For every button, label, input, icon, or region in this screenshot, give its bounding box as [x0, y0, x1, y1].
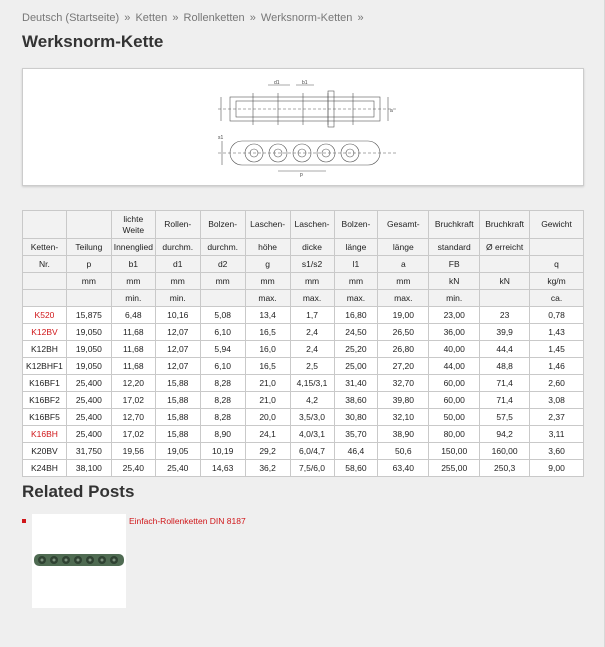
table-cell: 12,07 [155, 358, 200, 375]
chain-model-cell: K12BHF1 [23, 358, 67, 375]
table-row [23, 392, 584, 409]
table-cell: 94,2 [480, 426, 530, 443]
table-cell: 24,1 [245, 426, 290, 443]
table-cell: 5,08 [200, 307, 245, 324]
table-header-cell: kg/m [530, 273, 584, 290]
table-header-cell [530, 239, 584, 256]
table-cell: 39,9 [480, 324, 530, 341]
table-cell: 2,4 [290, 324, 334, 341]
table-row [23, 324, 584, 341]
table-cell: 19,00 [378, 307, 429, 324]
table-cell: 31,750 [66, 443, 111, 460]
table-header-cell: Bolzen- [334, 211, 378, 239]
table-cell: 40,00 [429, 341, 480, 358]
chain-model-link[interactable]: K12BV [23, 324, 67, 341]
related-post-link[interactable]: Einfach-Rollenketten DIN 8187 [129, 516, 246, 526]
table-cell: 2,5 [290, 358, 334, 375]
table-header-row [23, 239, 584, 256]
table-header-cell: dicke [290, 239, 334, 256]
table-row [23, 307, 584, 324]
table-cell: 35,70 [334, 426, 378, 443]
table-cell: 0,78 [530, 307, 584, 324]
table-header-cell: kN [480, 273, 530, 290]
table-cell: 38,60 [334, 392, 378, 409]
breadcrumb-item-home[interactable]: Deutsch (Startseite) [22, 12, 120, 24]
figure-label-b1: b1 [302, 80, 308, 86]
table-cell: 21,0 [245, 392, 290, 409]
roller-chain-icon [32, 514, 126, 608]
chain-technical-drawing [218, 79, 398, 177]
table-cell: 26,50 [378, 324, 429, 341]
table-cell: 29,2 [245, 443, 290, 460]
table-cell: 1,43 [530, 324, 584, 341]
table-cell: 3,08 [530, 392, 584, 409]
chain-model-link[interactable]: K16BH [23, 426, 67, 443]
table-header-cell: ca. [530, 290, 584, 307]
table-header-cell: mm [155, 273, 200, 290]
table-header-cell: mm [200, 273, 245, 290]
table-cell: 25,00 [334, 358, 378, 375]
table-cell: 19,56 [111, 443, 155, 460]
table-cell: 19,050 [66, 358, 111, 375]
page-title: Werksnorm-Kette [22, 32, 164, 51]
table-row [23, 358, 584, 375]
table-cell: 15,88 [155, 375, 200, 392]
table-header-cell: standard [429, 239, 480, 256]
table-cell: 3,11 [530, 426, 584, 443]
table-cell: 9,00 [530, 460, 584, 477]
table-header-cell: länge [334, 239, 378, 256]
table-cell: 80,00 [429, 426, 480, 443]
figure-label-a: a [390, 108, 393, 114]
chain-drawing-panel [22, 68, 584, 186]
table-cell: 2,60 [530, 375, 584, 392]
table-cell: 7,5/6,0 [290, 460, 334, 477]
table-cell: 48,8 [480, 358, 530, 375]
table-header-cell: q [530, 256, 584, 273]
chain-thumbnail[interactable] [32, 514, 126, 608]
chain-spec-table [22, 210, 584, 477]
table-header-cell: Laschen- [290, 211, 334, 239]
table-header-cell: Bolzen- [200, 211, 245, 239]
table-header-cell [66, 211, 111, 239]
table-cell: 8,28 [200, 375, 245, 392]
table-cell: 4,15/3,1 [290, 375, 334, 392]
table-cell: 57,5 [480, 409, 530, 426]
table-header-cell [23, 211, 67, 239]
table-cell: 12,07 [155, 341, 200, 358]
table-header-cell: Gesamt- [378, 211, 429, 239]
table-cell: 250,3 [480, 460, 530, 477]
table-cell: 8,28 [200, 392, 245, 409]
table-cell: 60,00 [429, 392, 480, 409]
breadcrumb [22, 12, 366, 24]
figure-label-d1: d1 [274, 80, 280, 86]
table-header-cell: Ø erreicht [480, 239, 530, 256]
table-cell: 38,90 [378, 426, 429, 443]
table-cell: 71,4 [480, 392, 530, 409]
table-header-cell [23, 273, 67, 290]
table-cell: 50,6 [378, 443, 429, 460]
table-cell: 255,00 [429, 460, 480, 477]
table-cell: 23 [480, 307, 530, 324]
related-post-item [22, 514, 322, 610]
table-cell: 32,10 [378, 409, 429, 426]
table-cell: 15,875 [66, 307, 111, 324]
table-cell: 10,19 [200, 443, 245, 460]
table-cell: 6,10 [200, 324, 245, 341]
table-header-cell: s1/s2 [290, 256, 334, 273]
table-cell: 4,0/3,1 [290, 426, 334, 443]
table-cell: 8,28 [200, 409, 245, 426]
table-header-cell [200, 290, 245, 307]
table-cell: 58,60 [334, 460, 378, 477]
table-row [23, 341, 584, 358]
table-header-cell [66, 290, 111, 307]
breadcrumb-item-rollenketten[interactable]: Rollenketten [183, 12, 245, 24]
table-cell: 44,00 [429, 358, 480, 375]
table-row [23, 460, 584, 477]
table-cell: 6,10 [200, 358, 245, 375]
figure-label-p: p [300, 172, 303, 177]
table-cell: 25,400 [66, 409, 111, 426]
table-header-cell: mm [290, 273, 334, 290]
table-cell: 2,37 [530, 409, 584, 426]
chain-model-cell: K16BF1 [23, 375, 67, 392]
table-header-cell: mm [334, 273, 378, 290]
breadcrumb-separator: » [124, 12, 131, 24]
table-cell: 44,4 [480, 341, 530, 358]
table-header-cell: Bruchkraft [480, 211, 530, 239]
table-header-row [23, 211, 584, 239]
table-cell: 46,4 [334, 443, 378, 460]
table-header-cell: max. [245, 290, 290, 307]
table-header-cell: Gewicht [530, 211, 584, 239]
table-header-cell: min. [429, 290, 480, 307]
table-cell: 11,68 [111, 341, 155, 358]
table-cell: 38,100 [66, 460, 111, 477]
table-row [23, 443, 584, 460]
table-header-cell: Ketten- [23, 239, 67, 256]
table-cell: 27,20 [378, 358, 429, 375]
chain-model-link[interactable]: K520 [23, 307, 67, 324]
chain-model-cell: K16BF2 [23, 392, 67, 409]
table-cell: 50,00 [429, 409, 480, 426]
table-cell: 36,2 [245, 460, 290, 477]
bullet-icon [22, 519, 26, 523]
table-cell: 4,2 [290, 392, 334, 409]
table-cell: 1,7 [290, 307, 334, 324]
table-cell: 150,00 [429, 443, 480, 460]
chain-model-cell: K20BV [23, 443, 67, 460]
table-cell: 36,00 [429, 324, 480, 341]
table-cell: 25,40 [111, 460, 155, 477]
table-row [23, 426, 584, 443]
table-header-cell: mm [378, 273, 429, 290]
table-header-cell: durchm. [200, 239, 245, 256]
table-cell: 13,4 [245, 307, 290, 324]
table-cell: 12,70 [111, 409, 155, 426]
table-header-cell: b1 [111, 256, 155, 273]
table-header-cell [23, 290, 67, 307]
table-cell: 25,20 [334, 341, 378, 358]
table-cell: 16,0 [245, 341, 290, 358]
table-header-cell: max. [378, 290, 429, 307]
table-cell: 5,94 [200, 341, 245, 358]
table-cell: 10,16 [155, 307, 200, 324]
table-cell: 19,050 [66, 341, 111, 358]
table-cell: 12,07 [155, 324, 200, 341]
table-header-cell: mm [66, 273, 111, 290]
breadcrumb-item-ketten[interactable]: Ketten [135, 12, 168, 24]
table-header-cell: g [245, 256, 290, 273]
table-header-cell: lichte Weite [111, 211, 155, 239]
table-cell: 160,00 [480, 443, 530, 460]
table-header-cell: max. [334, 290, 378, 307]
table-header-cell: Rollen- [155, 211, 200, 239]
table-header-cell: d1 [155, 256, 200, 273]
table-cell: 16,5 [245, 324, 290, 341]
table-header-cell: max. [290, 290, 334, 307]
table-cell: 21,0 [245, 375, 290, 392]
breadcrumb-separator: » [249, 12, 256, 24]
table-header-cell [480, 290, 530, 307]
table-header-row [23, 290, 584, 307]
table-cell: 24,50 [334, 324, 378, 341]
table-cell: 17,02 [111, 392, 155, 409]
table-header-cell: min. [111, 290, 155, 307]
table-row [23, 409, 584, 426]
table-cell: 19,05 [155, 443, 200, 460]
table-cell: 17,02 [111, 426, 155, 443]
table-header-cell: min. [155, 290, 200, 307]
table-cell: 11,68 [111, 324, 155, 341]
table-header-cell: d2 [200, 256, 245, 273]
table-header-cell: p [66, 256, 111, 273]
chain-model-cell: K16BF5 [23, 409, 67, 426]
table-cell: 39,80 [378, 392, 429, 409]
table-header-cell: höhe [245, 239, 290, 256]
table-cell: 12,20 [111, 375, 155, 392]
related-posts-title: Related Posts [22, 482, 135, 501]
table-header-cell: kN [429, 273, 480, 290]
table-cell: 8,90 [200, 426, 245, 443]
table-cell: 15,88 [155, 409, 200, 426]
table-cell: 31,40 [334, 375, 378, 392]
table-header-cell: durchm. [155, 239, 200, 256]
table-cell: 71,4 [480, 375, 530, 392]
table-header-cell: Nr. [23, 256, 67, 273]
table-header-row [23, 256, 584, 273]
table-header-row [23, 273, 584, 290]
table-cell: 25,400 [66, 392, 111, 409]
table-cell: 25,400 [66, 426, 111, 443]
table-cell: 6,0/4,7 [290, 443, 334, 460]
table-cell: 2,4 [290, 341, 334, 358]
table-cell: 1,46 [530, 358, 584, 375]
table-cell: 60,00 [429, 375, 480, 392]
table-header-cell: mm [111, 273, 155, 290]
chain-model-cell: K12BH [23, 341, 67, 358]
table-header-cell: Teilung [66, 239, 111, 256]
table-cell: 19,050 [66, 324, 111, 341]
table-header-cell: l1 [334, 256, 378, 273]
table-cell: 6,48 [111, 307, 155, 324]
table-cell: 25,400 [66, 375, 111, 392]
table-cell: 15,88 [155, 426, 200, 443]
table-cell: 26,80 [378, 341, 429, 358]
table-header-cell: Laschen- [245, 211, 290, 239]
table-cell: 15,88 [155, 392, 200, 409]
table-cell: 1,45 [530, 341, 584, 358]
table-header-cell [480, 256, 530, 273]
table-cell: 25,40 [155, 460, 200, 477]
table-cell: 11,68 [111, 358, 155, 375]
table-header-cell: länge [378, 239, 429, 256]
breadcrumb-separator: » [172, 12, 179, 24]
table-cell: 32,70 [378, 375, 429, 392]
table-cell: 30,80 [334, 409, 378, 426]
figure-label-s1: s1 [218, 135, 224, 141]
table-cell: 16,80 [334, 307, 378, 324]
table-cell: 63,40 [378, 460, 429, 477]
table-cell: 3,60 [530, 443, 584, 460]
table-cell: 20,0 [245, 409, 290, 426]
table-header-cell: Innenglied [111, 239, 155, 256]
related-posts-list [22, 514, 322, 610]
table-header-cell: mm [245, 273, 290, 290]
table-row [23, 375, 584, 392]
table-header-cell: FB [429, 256, 480, 273]
chain-model-cell: K24BH [23, 460, 67, 477]
table-header-cell: Bruchkraft [429, 211, 480, 239]
table-cell: 14,63 [200, 460, 245, 477]
breadcrumb-separator: » [357, 12, 364, 24]
table-cell: 16,5 [245, 358, 290, 375]
breadcrumb-item-werksnorm-ketten[interactable]: Werksnorm-Ketten [260, 12, 353, 24]
table-cell: 3,5/3,0 [290, 409, 334, 426]
table-header-cell: a [378, 256, 429, 273]
table-cell: 23,00 [429, 307, 480, 324]
